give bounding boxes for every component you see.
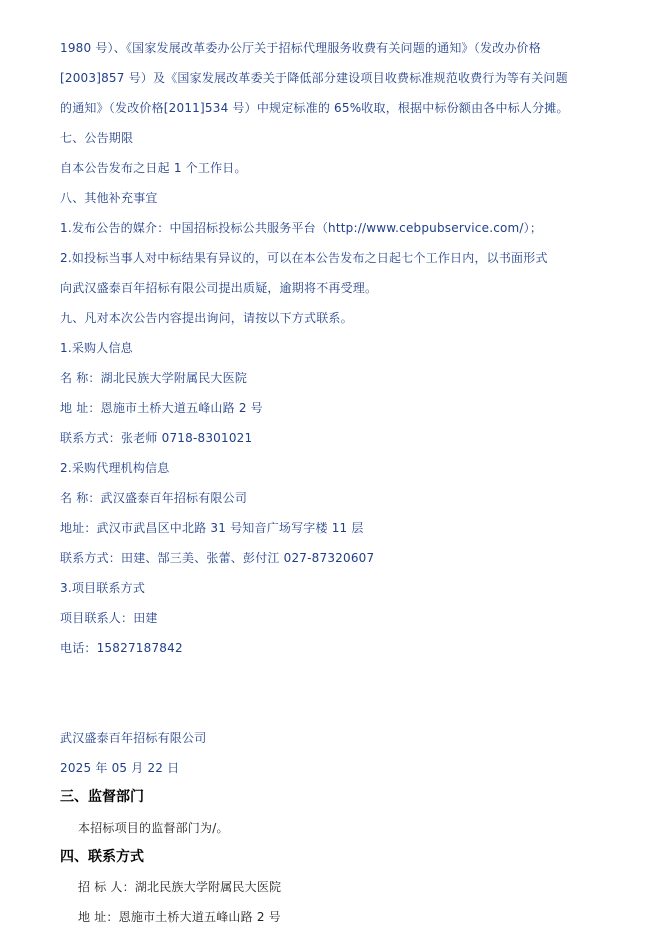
- agency-name: 名 称：武汉盛泰百年招标有限公司: [60, 491, 248, 505]
- section-heading-supervision: 三、监督部门: [60, 789, 144, 805]
- supervision-text: 本招标项目的监督部门为/。: [78, 821, 229, 835]
- agency-address: 地址：武汉市武昌区中北路 31 号知音广场写字楼 11 层: [60, 521, 364, 535]
- text-line: 1.发布公告的媒介：中国招标投标公共服务平台（http://www.cebpubservice.com/）；: [60, 221, 543, 235]
- subsection-title: 2.采购代理机构信息: [60, 461, 170, 475]
- signature-date: 2025 年 05 月 22 日: [60, 761, 180, 775]
- text-line: 向武汉盛泰百年招标有限公司提出质疑，逾期将不再受理。: [60, 281, 378, 295]
- subsection-title: 3.项目联系方式: [60, 581, 146, 595]
- project-phone: 电话：15827187842: [60, 641, 183, 655]
- section-title-eight: 八、其他补充事宜: [60, 191, 158, 205]
- agency-contact: 联系方式：田建、郜三美、张蕾、彭付江 027-87320607: [60, 551, 375, 565]
- text-line: [2003]857 号）及《国家发展改革委关于降低部分建设项目收费标准规范收费行为等有关问题: [60, 71, 568, 85]
- section-title-seven: 七、公告期限: [60, 131, 134, 145]
- text-line: 自本公告发布之日起 1 个工作日。: [60, 161, 247, 175]
- tenderer-address: 地 址：恩施市土桥大道五峰山路 2 号: [78, 910, 281, 924]
- tenderer-name: 招 标 人：湖北民族大学附属民大医院: [78, 880, 282, 894]
- text-line: 的通知》（发改价格[2011]534 号）中规定标准的 65%收取，根据中标份额由各中标人分摊。: [60, 101, 569, 115]
- project-contact: 项目联系人：田建: [60, 611, 158, 625]
- subsection-title: 1.采购人信息: [60, 341, 133, 355]
- purchaser-contact: 联系方式：张老师 0718-8301021: [60, 431, 253, 445]
- purchaser-address: 地 址：恩施市土桥大道五峰山路 2 号: [60, 401, 263, 415]
- section-heading-contact: 四、联系方式: [60, 849, 144, 865]
- text-line: 2.如投标当事人对中标结果有异议的，可以在本公告发布之日起七个工作日内，以书面形式: [60, 251, 548, 265]
- signature-company: 武汉盛泰百年招标有限公司: [60, 731, 207, 745]
- section-title-nine: 九、凡对本次公告内容提出询问，请按以下方式联系。: [60, 311, 353, 325]
- text-line: 1980 号）、《国家发展改革委办公厅关于招标代理服务收费有关问题的通知》（发改办价格: [60, 41, 541, 55]
- purchaser-name: 名 称：湖北民族大学附属民大医院: [60, 371, 248, 385]
